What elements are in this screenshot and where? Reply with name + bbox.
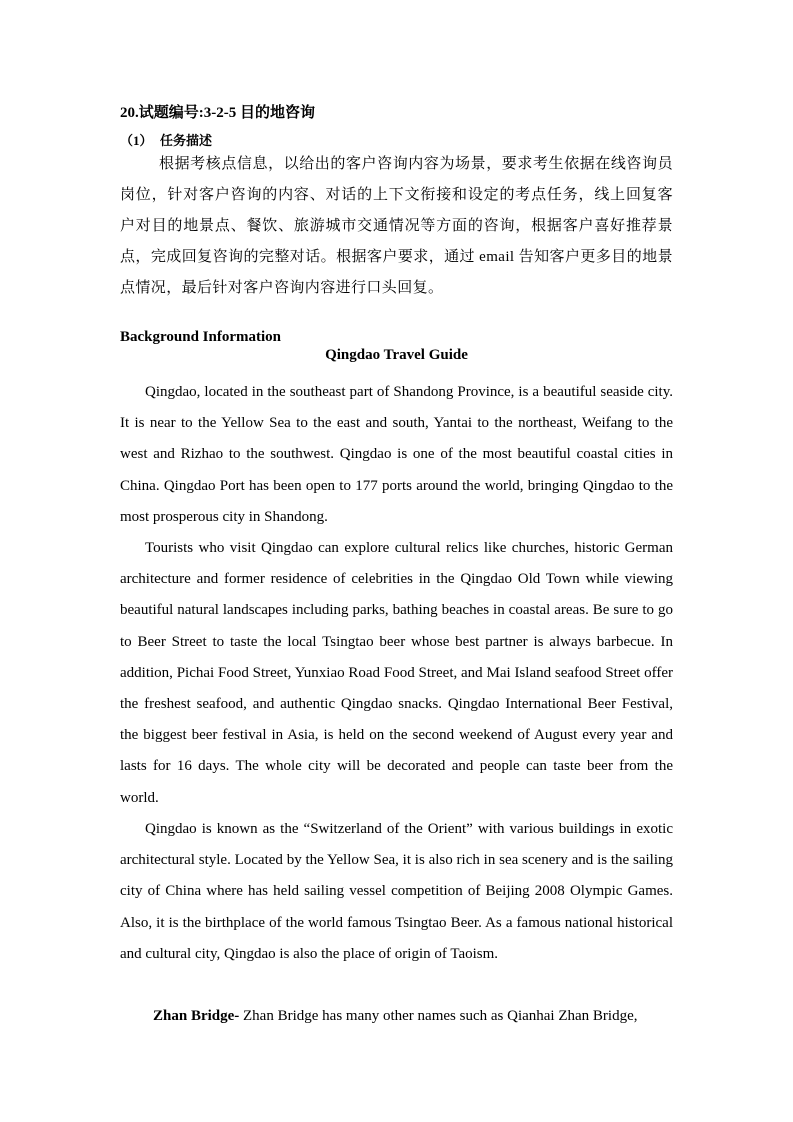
task-section-heading [120,132,212,150]
guide-paragraph-zhan-bridge [120,1001,673,1032]
background-information-label: Background Information [120,329,282,345]
zhan-bridge-text: Zhan Bridge has many other names such as Qianhai Zhan Bridge, [239,1008,638,1024]
section-title: 任务描述 [160,133,213,148]
guide-paragraph-tourism: Tourists who visit Qingdao can explore cultural relics like churches, historic German architecture and former residence of celebrities in the Qingdao Old Town while viewing beautiful natural landscapes including parks, bathing beaches in coastal areas. Be sure to go to Beer Street to taste the local Tsingtao beer whose best partner is always barbecue. In addition, Pichai Food Street, Yunxiao Road Food Street, and Mai Island seafood Street offer the freshest seafood, and authentic Qingdao snacks. Qingdao International Beer Festival, the biggest beer festival in Asia, is held on the second weekend of August every year and lasts for 16 days. The whole city will be decorated and people can taste beer from the world. [120,540,673,806]
section-number: （1） [120,133,153,148]
guide-paragraph-intro: Qingdao, located in the southeast part of Shandong Province, is a beautiful seaside city. It is near to the Yellow Sea to the east and south, Yantai to the northeast, Weifang to the west and Rizhao to the southwest. Qingdao is one of the most beautiful coastal cities in China. Qingdao Port has been open to 177 ports around the world, bringing Qingdao to the most prosperous city in Shandong. [120,384,673,525]
task-description: 根据考核点信息，以给出的客户咨询内容为场景，要求考生依据在线咨询员岗位，针对客户咨询的内容、对话的上下文衔接和设定的考点任务，线上回复客户对目的地景点、餐饮、旅游城市交通情况等方面的咨询，根据客户喜好推荐景点，完成回复咨询的完整对话。根据客户要求，通过 email 告知客户更多目的地景点情况，最后针对客户咨询内容进行口头回复。 [120,156,673,296]
travel-guide-title: Qingdao Travel Guide [325,347,468,363]
guide-paragraph-culture: Qingdao is known as the “Switzerland of the Orient” with various buildings in exotic architectural style. Located by the Yellow Sea, it is also rich in sea scenery and is the sailing city of China where has held sailing vessel competition of Beijing 2008 Olympic Games. Also, it is the birthplace of the world famous Tsingtao Beer. As a famous national historical and cultural city, Qingdao is also the place of origin of Taoism. [120,821,673,962]
exam-question-heading: 20.试题编号:3-2-5 目的地咨询 [120,105,315,121]
zhan-bridge-term: Zhan Bridge- [153,1008,240,1024]
